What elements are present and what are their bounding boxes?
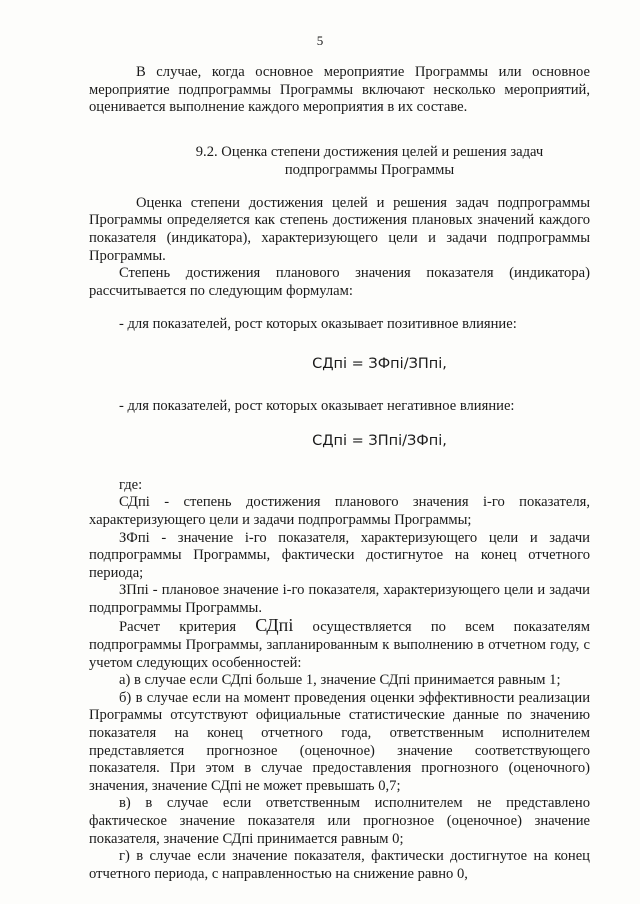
- page-number: 5: [316, 33, 324, 48]
- definition-zf: ЗФпі - значение і-го показателя, характеризующего цели и задачи подпрограммы Программы, фактически достигнутое на конец отчетного периода;: [89, 529, 590, 581]
- item-v: в) в случае если ответственным исполнителем не представлено фактическое значение показателя или прогнозное (оценочное) значение показателя, значение СДпі принимается равным 0;: [89, 795, 590, 847]
- item-b: б) в случае если на момент проведения оценки эффективности реализации Программы отсутствуют официальные статистические данные по значению показателя на конец отчетного года, ответственным исполнителем представляется прогнозное (оценочное) значение соответствующего показателя. При этом в случае предоставления прогнозного (оценочного) значения, значение СДпі не может превышать 0,7;: [89, 689, 590, 794]
- criteria-term: СДпі: [255, 615, 294, 636]
- section-heading-line1: 9.2. Оценка степени достижения целей и решения задач: [195, 143, 544, 160]
- paragraph-assessment: Оценка степени достижения целей и решения задач подпрограммы Программы определяется как степень достижения плановых значений каждого показателя (индикатора), характеризующего цели и задачи подпрограммы Программы.: [89, 194, 590, 264]
- section-heading-line2: подпрограммы Программы: [284, 161, 455, 178]
- negative-indicators-label: - для показателей, рост которых оказывает негативное влияние:: [119, 397, 515, 414]
- paragraph-formulas-intro: Степень достижения планового значения показателя (индикатора) рассчитывается по следующим формулам:: [89, 265, 590, 299]
- positive-indicators-label: - для показателей, рост которых оказывает позитивное влияние:: [119, 316, 517, 333]
- formula-positive: СДпі = ЗФпі/ЗПпі,: [312, 355, 447, 372]
- section-heading: [89, 143, 590, 179]
- page-content: [89, 64, 590, 883]
- item-a: а) в случае если СДпі больше 1, значение СДпі принимается равным 1;: [119, 672, 561, 689]
- criteria-text-post: осуществляется по всем показателям подпрограммы Программы, запланированным к выполнению в отчетном году, с учетом следующих особенностей:: [89, 619, 590, 671]
- definition-zp: ЗПпі - плановое значение і-го показателя, характеризующего цели и задачи подпрограммы Программы.: [89, 582, 590, 616]
- definition-sd: СДпі - степень достижения планового значения і-го показателя, характеризующего цели и задачи подпрограммы Программы;: [89, 494, 590, 528]
- intro-paragraph: В случае, когда основное мероприятие Программы или основное мероприятие подпрограммы Программы включают несколько мероприятий, оценивается выполнение каждого мероприятия в их составе.: [89, 64, 590, 116]
- criteria-text-pre: Расчет критерия: [119, 619, 237, 636]
- paragraph-criteria: [89, 617, 590, 672]
- formula-negative: СДпі = ЗПпі/ЗФпі,: [312, 433, 447, 450]
- where-label: где:: [119, 476, 143, 493]
- item-g: г) в случае если значение показателя, фактически достигнутое на конец отчетного периода, с направленностью на снижение равно 0,: [89, 848, 590, 882]
